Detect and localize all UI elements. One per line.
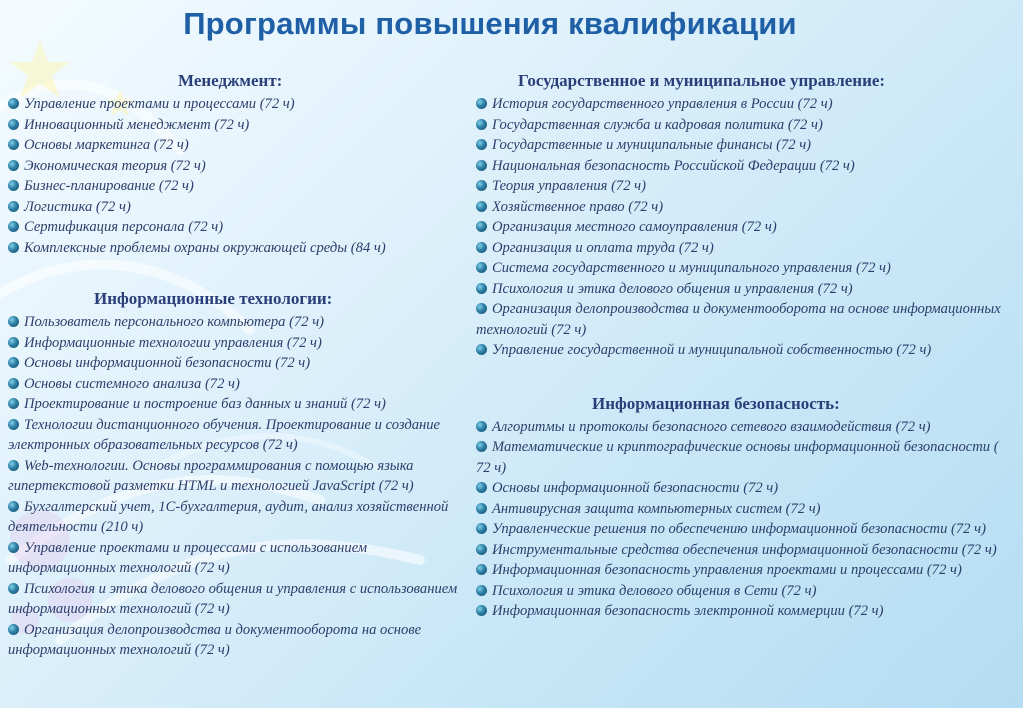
list-item: Алгоритмы и протоколы безопасного сетевого взаимодействия (72 ч) — [476, 417, 1016, 438]
list-item: Информационная безопасность управления проектами и процессами (72 ч) — [476, 560, 1016, 581]
bullet-icon — [476, 421, 487, 432]
list-item: Комплексные проблемы охраны окружающей среды (84 ч) — [8, 238, 460, 259]
list-item: Организация и оплата труда (72 ч) — [476, 238, 1016, 259]
section-heading-management: Менеджмент: — [178, 71, 283, 90]
bullet-icon — [476, 482, 487, 493]
bullet-icon — [476, 180, 487, 191]
bullet-icon — [476, 605, 487, 616]
list-item: Основы информационной безопасности (72 ч) — [476, 478, 1016, 499]
section-heading-security: Информационная безопасность: — [592, 393, 840, 413]
bullet-icon — [8, 221, 19, 232]
bullet-icon — [476, 585, 487, 596]
bullet-icon — [8, 98, 19, 109]
section-management — [8, 70, 460, 258]
page-title: Программы повышения квалификации — [183, 6, 797, 41]
bullet-icon — [8, 160, 19, 171]
bullet-icon — [8, 460, 19, 471]
bullet-icon — [8, 180, 19, 191]
bullet-icon — [8, 378, 19, 389]
bullet-icon — [476, 160, 487, 171]
list-item: Хозяйственное право (72 ч) — [476, 197, 1016, 218]
list-item: Сертификация персонала (72 ч) — [8, 217, 460, 238]
list-item: Государственная служба и кадровая политика (72 ч) — [476, 115, 1016, 136]
list-item: Психология и этика делового общения и управления (72 ч) — [476, 279, 1016, 300]
list-management — [8, 94, 460, 258]
bullet-icon — [8, 119, 19, 130]
bullet-icon — [476, 544, 487, 555]
list-item: Логистика (72 ч) — [8, 197, 460, 218]
list-item: Инструментальные средства обеспечения информационной безопасности (72 ч) — [476, 540, 1016, 561]
list-item: Управление государственной и муниципальной собственностью (72 ч) — [476, 340, 1016, 361]
list-item: Инновационный менеджмент (72 ч) — [8, 115, 460, 136]
list-item: Управление проектами и процессами с использованием информационных технологий (72 ч) — [8, 539, 368, 576]
section-gov — [476, 70, 1016, 361]
bullet-icon — [476, 344, 487, 355]
bullet-icon — [476, 564, 487, 575]
list-item: Информационные технологии управления (72 ч) — [8, 333, 460, 354]
list-item: Теория управления (72 ч) — [476, 176, 1016, 197]
bullet-icon — [8, 398, 19, 409]
bullet-icon — [8, 583, 19, 594]
bullet-icon — [8, 201, 19, 212]
list-item: Психология и этика делового общения в Сети (72 ч) — [476, 581, 1016, 602]
bullet-icon — [476, 503, 487, 514]
list-item: Бизнес-планирование (72 ч) — [8, 176, 460, 197]
list-item: Организация делопроизводства и документооборота на основе информационных технологий (72 ч) — [476, 301, 1001, 338]
bullet-icon — [476, 262, 487, 273]
list-item: Бухгалтерский учет, 1С-бухгалтерия, аудит, анализ хозяйственной деятельности (210 ч) — [8, 498, 449, 535]
right-column — [476, 70, 1016, 622]
list-item: Система государственного и муниципального управления (72 ч) — [476, 258, 1016, 279]
list-item: Технологии дистанционного обучения. Проектирование и создание электронных образовательных ресурсов (72 ч) — [8, 416, 441, 453]
bullet-icon — [8, 624, 19, 635]
bullet-icon — [8, 501, 19, 512]
bullet-icon — [476, 283, 487, 294]
bullet-icon — [476, 98, 487, 109]
bullet-icon — [8, 419, 19, 430]
bullet-icon — [476, 523, 487, 534]
list-security — [476, 417, 1016, 622]
bullet-icon — [8, 542, 19, 553]
bullet-icon — [8, 357, 19, 368]
list-item: Психология и этика делового общения и управления с использованием информационных технологий (72 ч) — [8, 580, 458, 617]
bullet-icon — [8, 337, 19, 348]
list-item: Основы маркетинга (72 ч) — [8, 135, 460, 156]
bullet-icon — [476, 441, 487, 452]
list-item: Математические и криптографические основы информационной безопасности ( 72 ч) — [476, 439, 999, 476]
list-item: Экономическая теория (72 ч) — [8, 156, 460, 177]
list-item: Основы системного анализа (72 ч) — [8, 374, 460, 395]
left-column — [8, 70, 460, 661]
list-item: Проектирование и построение баз данных и знаний (72 ч) — [8, 394, 460, 415]
bullet-icon — [476, 242, 487, 253]
bullet-icon — [8, 242, 19, 253]
section-heading-it: Информационные технологии: — [94, 289, 333, 308]
list-item: Пользователь персонального компьютера (72 ч) — [8, 312, 460, 333]
list-item: Управленческие решения по обеспечению информационной безопасности (72 ч) — [476, 519, 1016, 540]
section-security — [476, 393, 1016, 622]
bullet-icon — [476, 201, 487, 212]
list-item: Государственные и муниципальные финансы (72 ч) — [476, 135, 1016, 156]
bullet-icon — [476, 139, 487, 150]
list-item: Организация делопроизводства и документооборота на основе информационных технологий (72 ч) — [8, 621, 422, 658]
bullet-icon — [8, 316, 19, 327]
list-item: Национальная безопасность Российской Федерации (72 ч) — [476, 156, 1016, 177]
bullet-icon — [476, 221, 487, 232]
list-gov — [476, 94, 1016, 361]
list-item: Основы информационной безопасности (72 ч) — [8, 353, 460, 374]
list-item: Организация местного самоуправления (72 ч) — [476, 217, 1016, 238]
section-it — [8, 288, 460, 661]
list-item: Web-технологии. Основы программирования с помощью языка гипертекстовой разметки HTML и технологией JavaScript (72 ч) — [8, 457, 414, 494]
list-it — [8, 312, 460, 661]
list-item: История государственного управления в России (72 ч) — [476, 94, 1016, 115]
section-heading-gov: Государственное и муниципальное управление: — [518, 71, 886, 90]
bullet-icon — [8, 139, 19, 150]
list-item: Информационная безопасность электронной коммерции (72 ч) — [476, 601, 1016, 622]
list-item: Управление проектами и процессами (72 ч) — [8, 94, 460, 115]
bullet-icon — [476, 303, 487, 314]
bullet-icon — [476, 119, 487, 130]
list-item: Антивирусная защита компьютерных систем (72 ч) — [476, 499, 1016, 520]
